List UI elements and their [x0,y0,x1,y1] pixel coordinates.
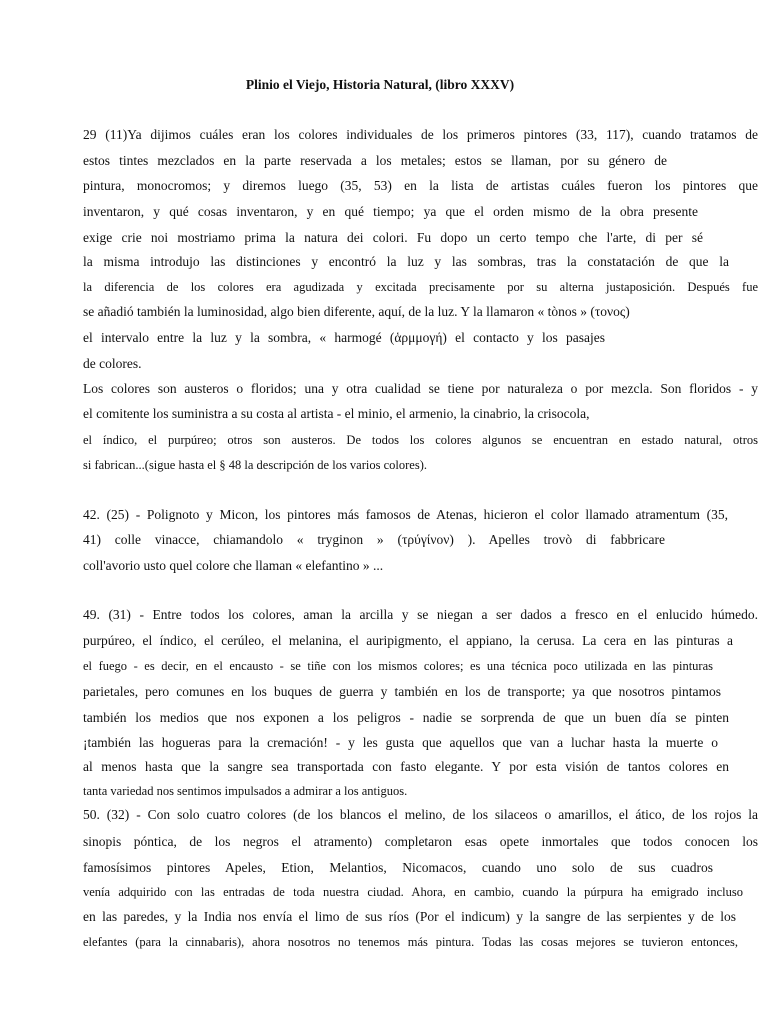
text-line: venía adquirido con las entradas de toda nuestra ciudad. Ahora, en cambio, cuando la púrpura ha emigrado incluso [83,885,743,899]
text-line: el comitente los suministra a su costa al artista - el minio, el armenio, la cinabrio, la crisocola, [83,406,590,421]
text-line: estos tintes mezclados en la parte reservada a los metales; estos se llaman, por su género de [83,153,667,168]
document-title: Plinio el Viejo, Historia Natural, (libro XXXV) [245,77,515,92]
text-line: al menos hasta que la sangre sea transportada con fasto elegante. Y por esta visión de tantos colores en [83,759,729,774]
text-line: parietales, pero comunes en los buques de guerra y también en los de transporte; ya que nosotros pintamos [83,684,721,699]
text-line: se añadió también la luminosidad, algo bien diferente, aquí, de la luz. Y la llamaron « tònos » (τονος) [83,304,630,319]
text-line: Los colores son austeros o floridos; una y otra cualidad se tiene por naturaleza o por mezcla. Son floridos - y [83,381,758,396]
text-line: coll'avorio usto quel colore che llaman « elefantino » ... [83,558,384,573]
text-line: ¡también las hogueras para la cremación! - y les gusta que aquellos que van a luchar hasta la muerte o [83,735,718,750]
text-line: el fuego - es decir, en el encausto - se tiñe con los mismos colores; es una técnica poco utilizada en las pinturas [83,659,713,673]
text-line: tanta variedad nos sentimos impulsados a admirar a los antiguos. [83,784,408,798]
text-line: en las paredes, y la India nos envía el limo de sus ríos (Por el indicum) y la sangre de las serpientes y de los [83,909,736,924]
text-line: exige crie noi mostriamo prima la natura dei colori. Fu dopo un certo tempo che l'arte, di per sé [83,230,703,245]
text-line: inventaron, y qué cosas inventaron, y en qué tiempo; ya que el orden mismo de la obra presente [83,204,698,219]
text-line: el índico, el purpúreo; otros son austeros. De todos los colores algunos se encuentran en estado natural, otros [83,433,758,447]
text-line: 41) colle vinacce, chiamandolo « tryginon » (τρύγίνον) ). Apelles trovò di fabbricare [83,532,665,547]
text-line: si fabrican...(sigue hasta el § 48 la descripción de los varios colores). [83,458,427,472]
text-line: elefantes (para la cinnabaris), ahora nosotros no tenemos más pintura. Todas las cosas mejores se tuvieron entonces, [83,935,738,949]
text-line: pintura, monocromos; y diremos luego (35, 53) en la lista de artistas cuáles fueron los pintores que [83,178,758,193]
text-line: 50. (32) - Con solo cuatro colores (de los blancos el melino, de los silaceos o amarillos, el ático, de los rojos la [83,807,758,822]
text-line: el intervalo entre la luz y la sombra, « harmogé (ἁρμμογή) el contacto y los pasajes [83,330,605,345]
text-line: 49. (31) - Entre todos los colores, aman la arcilla y se niegan a ser dados a fresco en el enlucido húmedo. [83,607,758,622]
text-line: también los medios que nos exponen a los peligros - nadie se sorprenda de que un buen día se pinten [83,710,729,725]
text-line: la diferencia de los colores era agudizada y excitada precisamente por su alterna justaposición. Después fue [83,280,758,294]
text-line: 29 (11)Ya dijimos cuáles eran los colores individuales de los primeros pintores (33, 117), cuando tratamos de [83,127,758,142]
text-line: de colores. [83,356,142,371]
text-line: purpúreo, el índico, el cerúleo, el melanina, el auripigmento, el appiano, la cerusa. La cera en las pinturas a [83,633,733,648]
text-line: 42. (25) - Polignoto y Micon, los pintores más famosos de Atenas, hicieron el color llamado atramentum (35, [83,507,728,522]
text-line: sinopis póntica, de los negros el atramento) completaron esas opete inmortales que todos conocen los [83,834,758,849]
text-line: famosísimos pintores Apeles, Etion, Melantios, Nicomacos, cuando uno solo de sus cuadros [83,860,713,875]
text-line: la misma introdujo las distinciones y encontró la luz y las sombras, tras la constatación de que la [83,254,729,269]
